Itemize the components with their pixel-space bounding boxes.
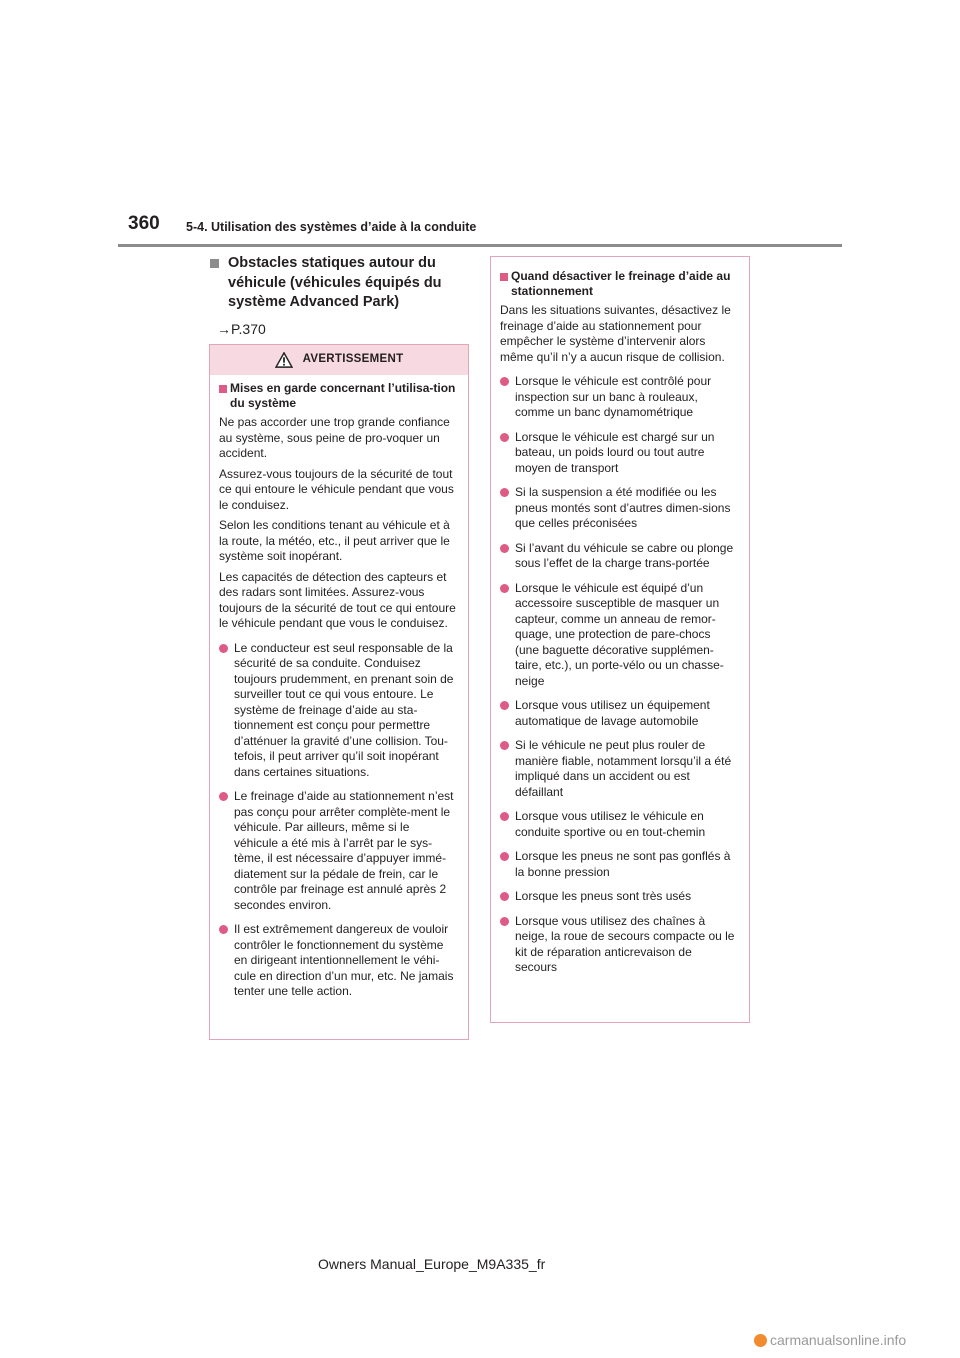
- pink-dot-icon: [500, 917, 509, 926]
- pink-dot-icon: [500, 433, 509, 442]
- warning-paragraph: Les capacités de détection des capteurs et des radars sont limitées. Assurez-vous toujours de la sécurité de tout ce qui entoure le véhicule pendant que vous le conduisez.: [219, 569, 456, 630]
- watermark[interactable]: [754, 1331, 906, 1349]
- info-bullet-text: Lorsque vous utilisez des chaînes à neige, la roue de secours compacte ou le kit de réparation anticrevaison de secours: [515, 913, 735, 974]
- info-bullet-text: Si l’avant du véhicule se cabre ou plonge sous l’effet de la charge trans-portée: [515, 540, 734, 570]
- info-bullet: [500, 809, 737, 840]
- info-bullet-text: Lorsque vous utilisez le véhicule en conduite sportive ou en tout-chemin: [515, 809, 706, 839]
- info-bullet: [500, 541, 737, 572]
- warning-paragraph: Selon les conditions tenant au véhicule et à la route, la météo, etc., il peut arriver que le système soit inopérant.: [219, 518, 450, 563]
- page-reference-link[interactable]: →P.370: [217, 320, 266, 337]
- header-rule: [118, 244, 842, 247]
- subsection-heading-text: Obstacles statiques autour du véhicule (véhicules équipés du système Advanced Park): [228, 255, 442, 310]
- section-title: 5-4. Utilisation des systèmes d’aide à la conduite: [186, 220, 477, 234]
- warning-box: [209, 344, 469, 1040]
- warning-paragraph: Ne pas accorder une trop grande confiance au système, sous peine de pro-voquer un accident.: [219, 415, 450, 460]
- info-bullet-text: Lorsque les pneus ne sont pas gonflés à la bonne pression: [515, 849, 731, 879]
- subsection: [210, 254, 472, 338]
- pink-dot-icon: [500, 741, 509, 750]
- warning-bullet: [219, 641, 456, 781]
- info-bullet: [500, 698, 737, 729]
- info-bullet-text: Lorsque le véhicule est contrôlé pour inspection sur un banc à rouleaux, comme un banc dynamométrique: [515, 374, 712, 419]
- warning-bullet: [219, 922, 456, 1000]
- warning-header-label: AVERTISSEMENT: [302, 353, 404, 366]
- pink-dot-icon: [500, 488, 509, 497]
- pink-dot-icon: [500, 701, 509, 710]
- info-bullet: [500, 430, 737, 477]
- info-bullet-text: Lorsque le véhicule est équipé d’un accessoire susceptible de masquer un capteur, comme un anneau de remor-quage, une protection de pare-chocs (une baguette décorative supplémen-taire, etc.), un porte-vélo ou un chasse-neige: [515, 580, 724, 688]
- info-bullet: [500, 849, 737, 880]
- warning-item-heading-text: Mises en garde concernant l’utilisa-tion du système: [230, 381, 456, 410]
- warning-bullet-text: Le conducteur est seul responsable de la sécurité de sa conduite. Conduisez toujours prudemment, en prenant soin de surveiller tout ce qui vous entoure. Le système de freinage d’aide au sta-tionnement est conçu pour permettre d’atténuer la gravité d’une collision. Tou-tefois, il peut arriver qu’il soit inopérant dans certaines situations.: [234, 640, 454, 779]
- pink-dot-icon: [500, 544, 509, 553]
- info-bullet: [500, 374, 737, 421]
- info-bullet: [500, 889, 737, 905]
- info-item-heading: [500, 269, 737, 299]
- footer-text: Owners Manual_Europe_M9A335_fr: [318, 1256, 546, 1272]
- warning-bullet: [219, 789, 456, 913]
- pink-square-icon: [219, 385, 227, 393]
- pink-dot-icon: [500, 892, 509, 901]
- info-bullet-text: Si la suspension a été modifiée ou les pneus montés sont d’autres dimen-sions que celles préconisées: [515, 485, 731, 530]
- info-bullet: [500, 485, 737, 532]
- warning-bullet-text: Il est extrêmement dangereux de vouloir contrôler le fonctionnement du système en dirigeant intentionnellement le véhi-cule en direction d’un mur, etc. Ne jamais tenter une telle action.: [234, 922, 454, 998]
- warning-bullet-text: Le freinage d’aide au stationnement n’est pas conçu pour arrêter complète-ment le véhicule. Par ailleurs, même si le véhicule a été mis à l’arrêt par le sys-tème, il est nécessaire d’appuyer immé-diatement sur la pédale de frein, car le contrôle par freinage est annulé après 2 secondes environ.: [234, 789, 454, 912]
- subsection-heading: [210, 254, 472, 313]
- page-number: 360: [128, 213, 160, 234]
- pink-dot-icon: [219, 925, 228, 934]
- info-item-heading-text: Quand désactiver le freinage d’aide au stationnement: [511, 269, 731, 298]
- info-intro: Dans les situations suivantes, désactivez le freinage d’aide au stationnement pour empêcher le système d’intervenir alors même qu’il n’y a aucun risque de collision.: [500, 303, 731, 364]
- warning-paragraph: Assurez-vous toujours de la sécurité de tout ce qui entoure le véhicule pendant que vous le conduisez.: [219, 466, 454, 512]
- info-bullet-text: Lorsque le véhicule est chargé sur un bateau, un poids lourd ou tout autre moyen de transport: [515, 429, 715, 475]
- warning-item-heading: [219, 381, 456, 411]
- watermark-text: carmanualsonline.info: [770, 1332, 907, 1348]
- pink-dot-icon: [219, 792, 228, 801]
- square-bullet-icon: [210, 259, 219, 268]
- pink-dot-icon: [500, 377, 509, 386]
- pink-dot-icon: [500, 812, 509, 821]
- info-bullet: [500, 581, 737, 690]
- info-bullet: [500, 738, 737, 800]
- pink-dot-icon: [500, 852, 509, 861]
- watermark-logo-icon: [754, 1334, 767, 1347]
- pink-dot-icon: [219, 644, 228, 653]
- warning-triangle-icon: [275, 352, 293, 368]
- warning-header: [210, 345, 468, 375]
- pink-square-icon: [500, 273, 508, 281]
- pink-dot-icon: [500, 584, 509, 593]
- info-bullet-text: Lorsque les pneus sont très usés: [515, 889, 692, 903]
- info-bullet: [500, 914, 737, 976]
- info-bullet-text: Lorsque vous utilisez un équipement automatique de lavage automobile: [515, 698, 710, 728]
- info-box: [490, 256, 750, 1023]
- info-bullet-text: Si le véhicule ne peut plus rouler de manière fiable, notamment lorsqu’il a été impliqué dans un accident ou est défaillant: [515, 738, 732, 799]
